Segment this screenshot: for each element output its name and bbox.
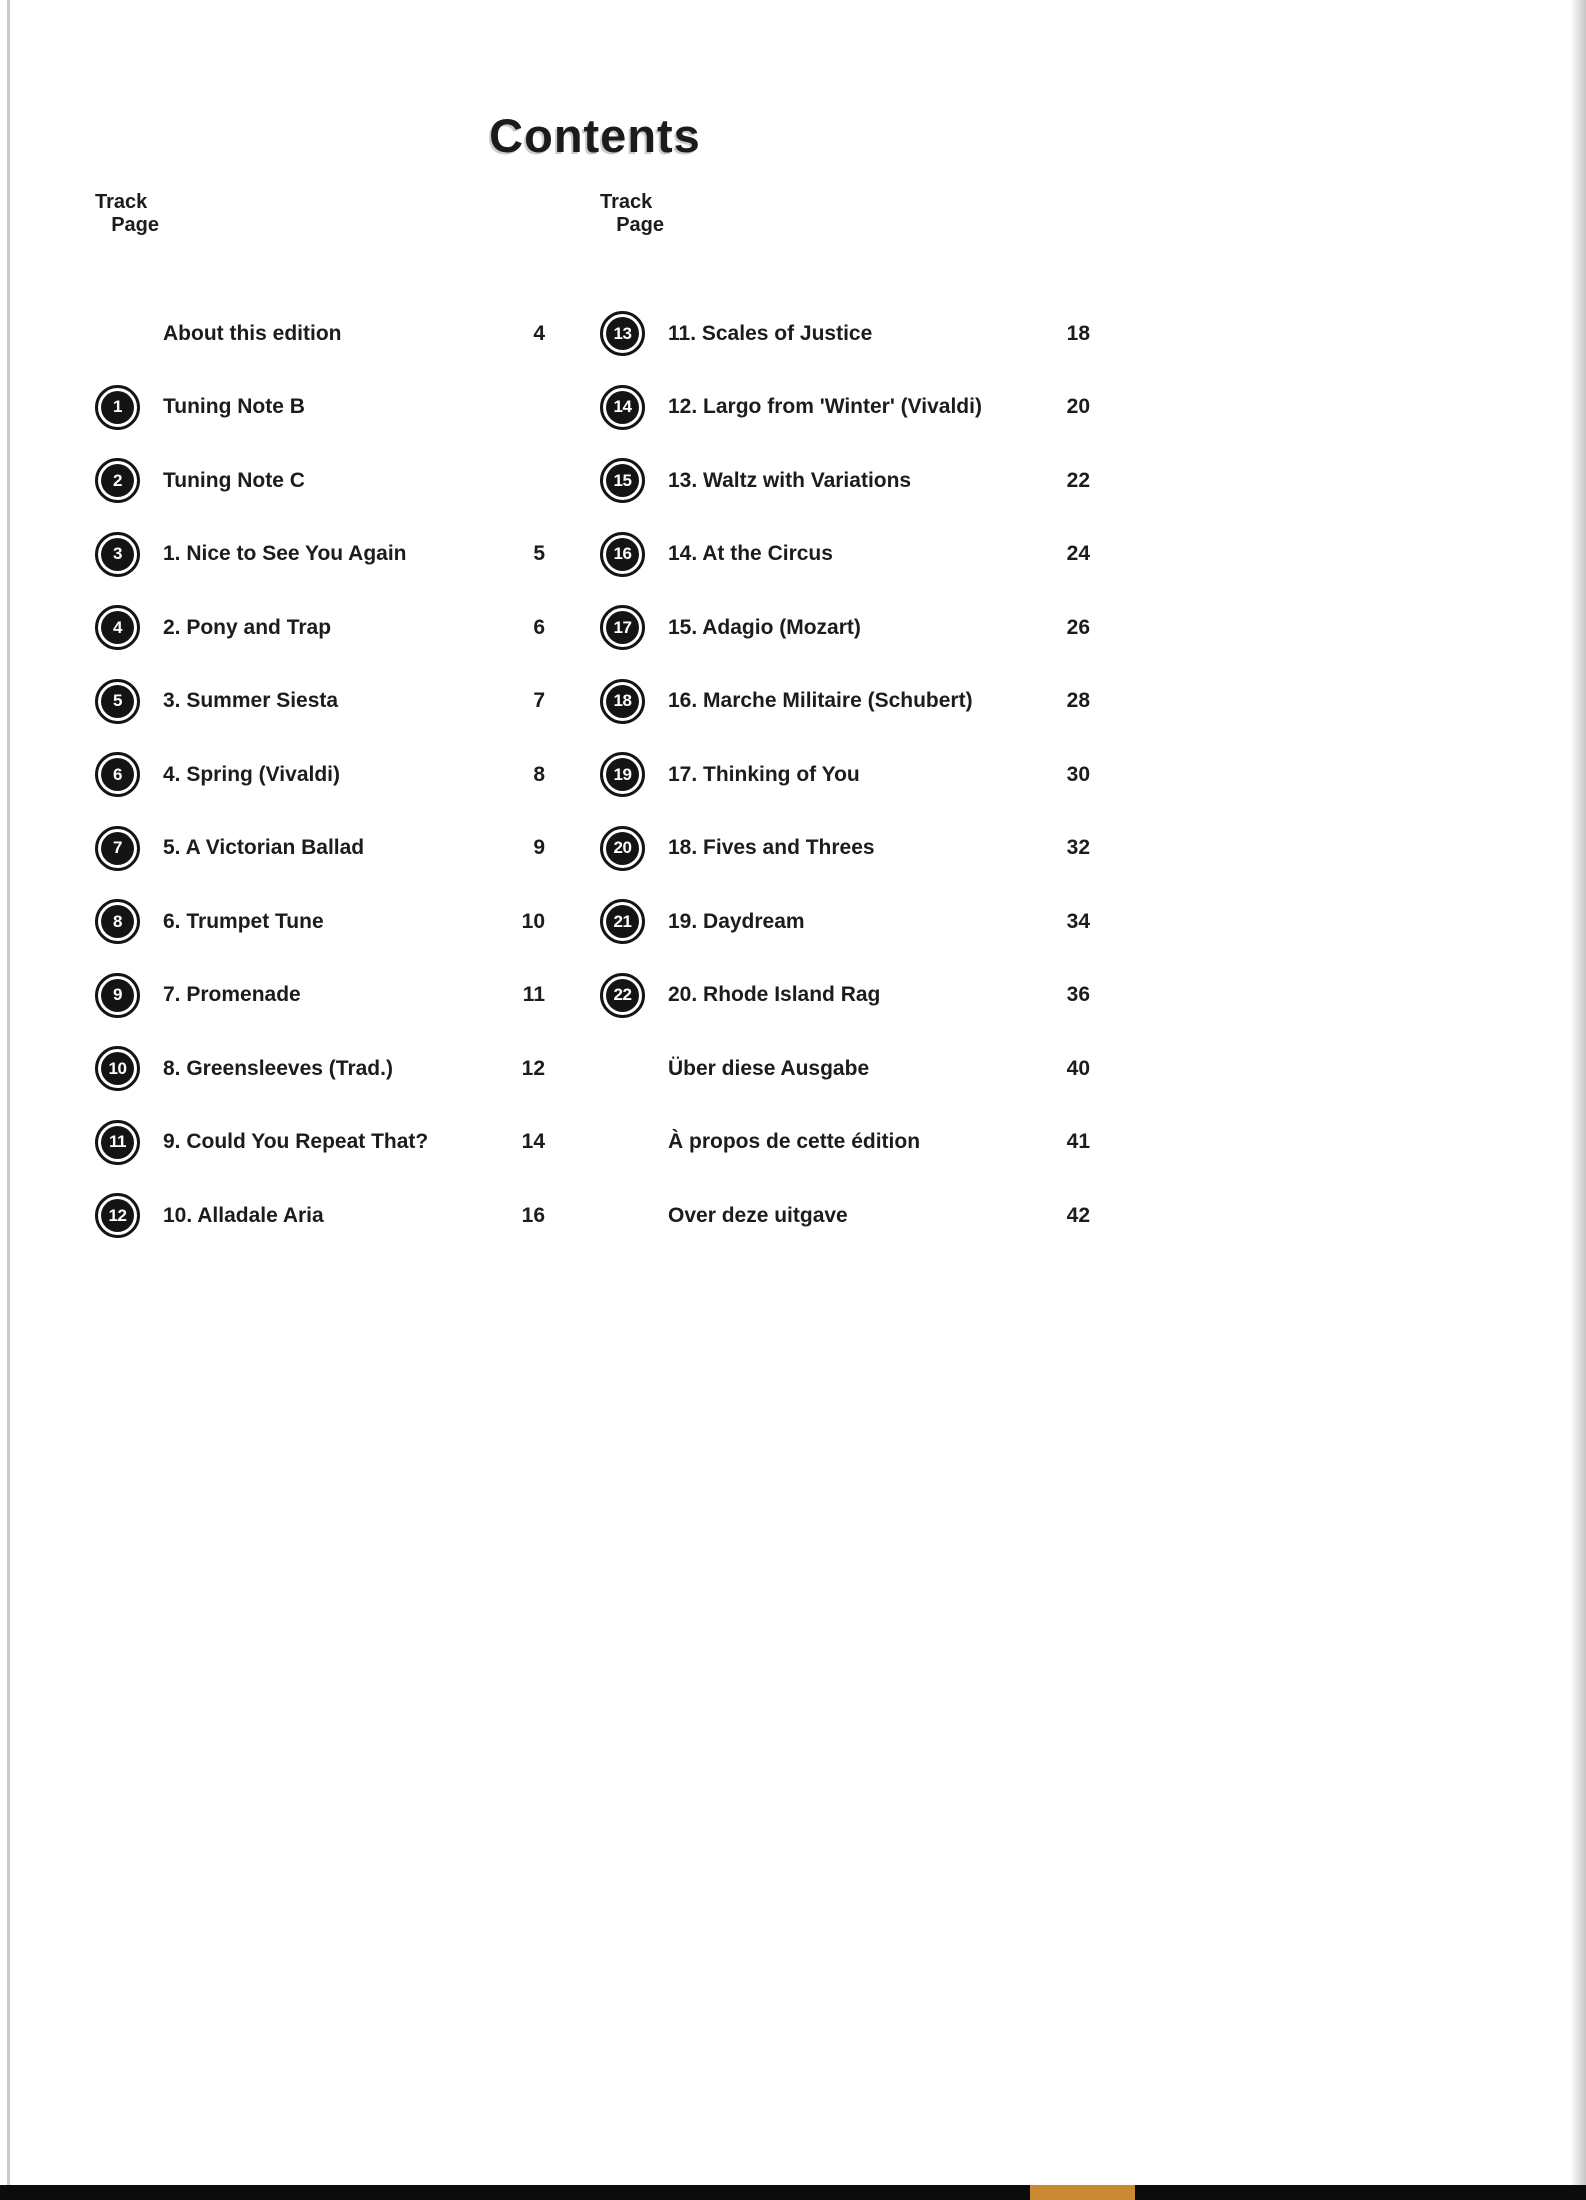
entry-page: 40 bbox=[1066, 1056, 1090, 1080]
track-number-badge bbox=[95, 826, 140, 871]
entry-title: 12. Largo from 'Winter' (Vivaldi) bbox=[668, 395, 982, 419]
toc-entry bbox=[600, 665, 1090, 739]
track-number: 19 bbox=[606, 758, 639, 791]
entry-page: 26 bbox=[1066, 615, 1090, 639]
entry-page: 12 bbox=[521, 1056, 545, 1080]
toc-entry bbox=[95, 444, 545, 518]
track-number: 4 bbox=[101, 611, 134, 644]
toc-entry bbox=[95, 1179, 545, 1253]
track-number: 6 bbox=[101, 758, 134, 791]
track-number: 10 bbox=[101, 1052, 134, 1085]
track-header: Track bbox=[600, 191, 653, 213]
entry-page: 16 bbox=[521, 1203, 545, 1227]
entry-title: Over deze uitgave bbox=[668, 1203, 848, 1227]
toc-entry bbox=[600, 371, 1090, 445]
page-title: Contents bbox=[489, 109, 701, 162]
entry-title: About this edition bbox=[163, 321, 342, 345]
left-column-rows bbox=[95, 297, 545, 1253]
track-number: 15 bbox=[606, 464, 639, 497]
entry-page: 34 bbox=[1066, 909, 1090, 933]
track-number: 5 bbox=[101, 685, 134, 718]
entry-title: 19. Daydream bbox=[668, 909, 805, 933]
track-number-badge bbox=[600, 899, 645, 944]
toc-entry bbox=[95, 371, 545, 445]
toc-entry bbox=[600, 444, 1090, 518]
entry-title: À propos de cette édition bbox=[668, 1130, 921, 1154]
page-left-edge bbox=[7, 0, 10, 2200]
toc-entry bbox=[600, 959, 1090, 1033]
entry-page: 7 bbox=[533, 689, 545, 713]
track-number-badge bbox=[600, 385, 645, 430]
entry-title: 2. Pony and Trap bbox=[163, 615, 332, 639]
left-column-header bbox=[95, 191, 545, 237]
entry-page: 32 bbox=[1066, 836, 1090, 860]
entry-title: 20. Rhode Island Rag bbox=[668, 983, 881, 1007]
toc-entry bbox=[600, 297, 1090, 371]
toc-entry bbox=[600, 885, 1090, 959]
toc-entry bbox=[95, 591, 545, 665]
page-header: Page bbox=[111, 214, 159, 236]
entry-page: 42 bbox=[1066, 1203, 1090, 1227]
right-column-header bbox=[600, 191, 1090, 237]
entry-title: 9. Could You Repeat That? bbox=[163, 1130, 429, 1154]
toc-entry bbox=[600, 1032, 1090, 1106]
entry-page: 18 bbox=[1066, 321, 1090, 345]
entry-title: Tuning Note C bbox=[163, 468, 305, 492]
track-number-badge bbox=[600, 311, 645, 356]
track-number: 14 bbox=[606, 391, 639, 424]
page-right-edge-shadow bbox=[1570, 0, 1586, 2200]
track-number-badge bbox=[600, 532, 645, 577]
entry-title: 1. Nice to See You Again bbox=[163, 542, 407, 566]
track-number: 21 bbox=[606, 905, 639, 938]
entry-page: 10 bbox=[521, 909, 545, 933]
track-number-badge bbox=[95, 385, 140, 430]
entry-page: 20 bbox=[1066, 395, 1090, 419]
entry-title: 7. Promenade bbox=[163, 983, 301, 1007]
track-number: 9 bbox=[101, 979, 134, 1012]
right-column-rows bbox=[600, 297, 1090, 1253]
track-number: 17 bbox=[606, 611, 639, 644]
track-number-badge bbox=[600, 752, 645, 797]
toc-entry bbox=[95, 1032, 545, 1106]
entry-title: 15. Adagio (Mozart) bbox=[668, 615, 861, 639]
entry-title: 4. Spring (Vivaldi) bbox=[163, 762, 340, 786]
toc-entry bbox=[95, 738, 545, 812]
track-number: 22 bbox=[606, 979, 639, 1012]
track-number-badge bbox=[95, 679, 140, 724]
entry-page: 22 bbox=[1066, 468, 1090, 492]
track-number-badge bbox=[95, 458, 140, 503]
entry-page: 36 bbox=[1066, 983, 1090, 1007]
track-number: 20 bbox=[606, 832, 639, 865]
entry-page: 24 bbox=[1066, 542, 1090, 566]
entry-title: 3. Summer Siesta bbox=[163, 689, 339, 713]
page-header: Page bbox=[616, 214, 664, 236]
entry-title: 5. A Victorian Ballad bbox=[163, 836, 365, 860]
track-number-badge bbox=[95, 1120, 140, 1165]
entry-title: Über diese Ausgabe bbox=[668, 1056, 870, 1080]
track-number-badge bbox=[95, 899, 140, 944]
track-number: 3 bbox=[101, 538, 134, 571]
entry-title: 10. Alladale Aria bbox=[163, 1203, 324, 1227]
toc-entry bbox=[95, 959, 545, 1033]
track-number-badge bbox=[600, 605, 645, 650]
entry-page: 9 bbox=[533, 836, 545, 860]
track-number: 18 bbox=[606, 685, 639, 718]
toc-entry bbox=[600, 812, 1090, 886]
entry-page: 41 bbox=[1066, 1130, 1090, 1154]
entry-page: 4 bbox=[533, 321, 545, 345]
entry-page: 28 bbox=[1066, 689, 1090, 713]
track-number: 16 bbox=[606, 538, 639, 571]
toc-entry bbox=[600, 1106, 1090, 1180]
track-number-badge bbox=[95, 1046, 140, 1091]
entry-title: Tuning Note B bbox=[163, 395, 305, 419]
track-number-badge bbox=[600, 458, 645, 503]
track-number-badge bbox=[600, 826, 645, 871]
entry-page: 6 bbox=[533, 615, 545, 639]
track-number: 1 bbox=[101, 391, 134, 424]
track-header: Track bbox=[95, 191, 148, 213]
track-number: 2 bbox=[101, 464, 134, 497]
toc-entry bbox=[600, 738, 1090, 812]
toc-entry bbox=[95, 518, 545, 592]
track-number: 12 bbox=[101, 1199, 134, 1232]
entry-title: 13. Waltz with Variations bbox=[668, 468, 912, 492]
entry-title: 8. Greensleeves (Trad.) bbox=[163, 1056, 393, 1080]
contents-block bbox=[95, 0, 1095, 1253]
track-number-badge bbox=[95, 1193, 140, 1238]
toc-entry bbox=[95, 665, 545, 739]
track-number: 7 bbox=[101, 832, 134, 865]
entry-page: 5 bbox=[533, 542, 545, 566]
track-number: 13 bbox=[606, 317, 639, 350]
left-column bbox=[95, 191, 545, 1253]
bottom-black-bar bbox=[0, 2185, 1586, 2200]
track-number-badge bbox=[95, 532, 140, 577]
entry-page: 30 bbox=[1066, 762, 1090, 786]
track-number-badge bbox=[95, 605, 140, 650]
toc-entry bbox=[600, 1179, 1090, 1253]
toc-entry bbox=[95, 885, 545, 959]
track-number: 11 bbox=[101, 1126, 134, 1159]
entry-title: 16. Marche Militaire (Schubert) bbox=[668, 689, 973, 713]
contents-columns bbox=[95, 191, 1095, 1253]
entry-title: 18. Fives and Threes bbox=[668, 836, 875, 860]
toc-entry bbox=[600, 518, 1090, 592]
entry-title: 14. At the Circus bbox=[668, 542, 833, 566]
toc-entry bbox=[95, 297, 545, 371]
entry-title: 6. Trumpet Tune bbox=[163, 909, 324, 933]
bottom-accent-strip bbox=[1030, 2185, 1135, 2200]
toc-entry bbox=[600, 591, 1090, 665]
entry-page: 11 bbox=[522, 983, 545, 1007]
track-number-badge bbox=[600, 679, 645, 724]
toc-entry bbox=[95, 1106, 545, 1180]
entry-title: 17. Thinking of You bbox=[668, 762, 860, 786]
track-number-badge bbox=[95, 973, 140, 1018]
right-column bbox=[600, 191, 1090, 1253]
toc-entry bbox=[95, 812, 545, 886]
track-number-badge bbox=[600, 973, 645, 1018]
entry-page: 14 bbox=[521, 1130, 545, 1154]
entry-page: 8 bbox=[533, 762, 545, 786]
track-number-badge bbox=[95, 752, 140, 797]
track-number: 8 bbox=[101, 905, 134, 938]
entry-title: 11. Scales of Justice bbox=[668, 321, 873, 345]
